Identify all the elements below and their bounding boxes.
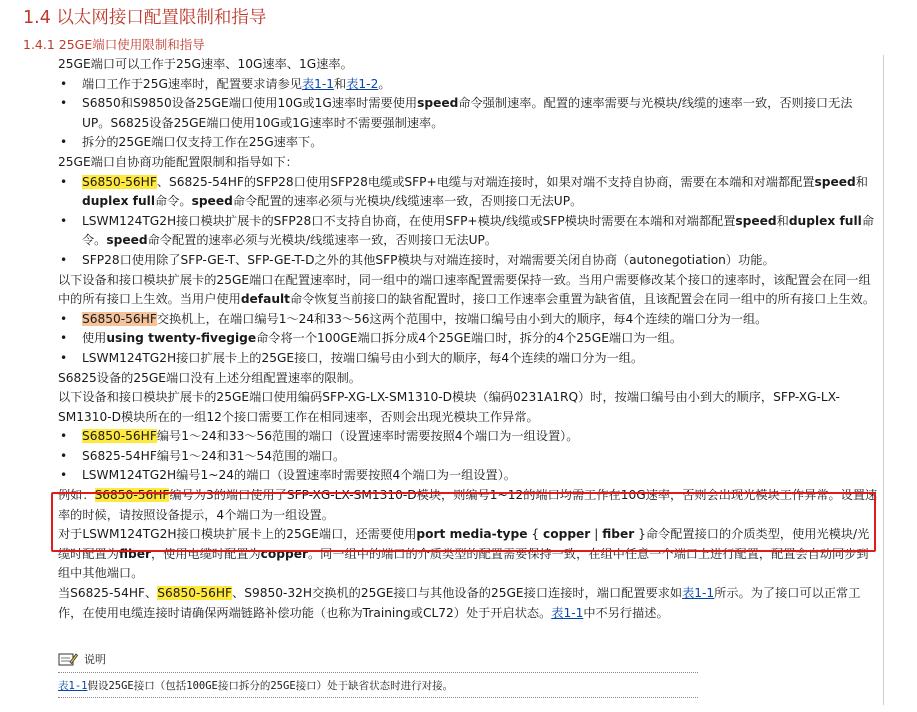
command-keyword: using twenty-fivegige (106, 331, 257, 346)
text: 命令强制速率。配置的速率需要与光模块/线缆的速率一致，否则接口无法UP。S6825设备25GE端口使用10G或1G速率时不需要强制速率。 (82, 96, 853, 130)
note-pencil-icon (58, 651, 78, 667)
text: 。同一组中的端口的介质类型的配置需要保持一致，在组中任意一个端口上进行配置，配置会自动同步到组中其他端口。 (58, 546, 869, 581)
command-keyword: duplex full (788, 213, 862, 228)
highlight-model: S6850-56HF (82, 174, 157, 189)
list-item: • S6825-54HF编号1～24和31～54范围的端口。 (58, 447, 878, 467)
command-keyword: fiber (602, 527, 635, 542)
command-keyword: speed (814, 174, 856, 189)
s6825-note: S6825设备的25GE端口没有上述分组配置速率的限制。 (58, 370, 361, 385)
text: 对于LSWM124TG2H接口模块扩展卡上的25GE端口，还需要使用 (58, 527, 417, 542)
note-divider (58, 672, 698, 673)
intro-paragraph: 25GE端口可以工作于25G速率、10G速率、1G速率。 (58, 57, 353, 71)
command-keyword: copper (543, 527, 591, 542)
text: 和 (776, 213, 789, 228)
text: 编号1～24和33～56范围的端口（设置速率时需要按照4个端口为一组设置）。 (156, 429, 579, 444)
command-keyword: fiber (118, 546, 151, 561)
text: 假设25GE接口（包括100GE接口拆分的25GE接口）处于缺省状态时进行对接。 (87, 680, 454, 692)
list-item (58, 329, 878, 349)
list-item (58, 75, 878, 95)
text: { (527, 527, 543, 542)
table-link[interactable]: 表1-1 (682, 586, 715, 601)
list-item: • LSWM124TG2H接口扩展卡上的25GE接口，按端口编号由小到大的顺序，每4个连续的端口分为一组。 (58, 349, 878, 369)
list-item (58, 94, 878, 133)
text: 编号为3的端口使用了SFP-XG-LX-SM1310-D模块，则编号1~12的端口均需工作在10G速率，否则会出现光模块工作异常。设置速率的时候，请按照设备提示，4个端口为一组设置。 (58, 488, 878, 522)
highlight-model: S6850-56HF (94, 488, 170, 503)
list-item (58, 173, 878, 212)
text: 当S6825-54HF、 (58, 586, 158, 601)
command-keyword: default (240, 292, 291, 307)
text: 命令配置的速率必须与光模块/线缆速率一致，否则接口无法UP。 (232, 194, 583, 209)
text: S6850和S9850设备25GE端口使用10G或1G速率时需要使用 (82, 96, 418, 111)
text: 和 (855, 174, 868, 189)
text: }命令配置接口的介质类型，使用光模块/光缆时配置为 (58, 527, 870, 561)
command-keyword: port media-type (416, 527, 528, 542)
text: 命令将一个100GE端口拆分成4个25GE端口时，拆分的4个25GE端口为一组。 (256, 331, 683, 346)
module-paragraph: 以下设备和接口模块扩展卡的25GE端口使用编码SFP-XG-LX-SM1310-D模块（编码0231A1RQ）时，按端口编号由小到大的顺序，SFP-XG-LX-SM1310-D模块所在的一组12个接口需要工作在相同速率，否则会出现光模块工作异常。 (58, 390, 840, 424)
command-keyword: speed (417, 96, 459, 111)
list-item: • SFP28口使用除了SFP-GE-T、SFP-GE-T-D之外的其他SFP模块与对端连接时，对端需要关闭自协商（autonegotiation）功能。 (58, 251, 878, 271)
text: | (590, 527, 603, 542)
text: 和 (334, 76, 347, 91)
command-keyword: duplex full (82, 194, 156, 209)
command-keyword: copper (260, 546, 308, 561)
table-link[interactable]: 表1-1 (551, 605, 584, 620)
highlight-model: S6850-56HF (82, 311, 157, 326)
list-item: • 拆分的25GE端口仅支持工作在25G速率下。 (58, 133, 878, 153)
text: 例如： (58, 488, 95, 503)
list-item (58, 427, 878, 447)
highlight-model: S6850-56HF (157, 586, 233, 601)
text: 所示。为了接口可以正常工作，在使用电缆连接时请确保两端链路补偿功能（也称为Training或CL72）处于开启状态。 (58, 586, 861, 620)
autoneg-intro: 25GE端口自协商功能配置限制和指导如下： (58, 154, 298, 169)
text: 中不另行描述。 (583, 605, 669, 620)
text: 以下设备和接口模块扩展卡的25GE端口在配置速率时，同一组中的端口速率配置需要保持一致。当用户需要修改某个接口的速率时，该配置会在同一组中的所有接口上生效。当用户使用 (58, 272, 871, 307)
note-divider (58, 697, 698, 698)
highlight-model: S6850-56HF (82, 429, 157, 444)
text: LSWM124TG2H接口模块扩展卡的SFP28口不支持自协商，在使用SFP+模块/线缆或SFP模块时需要在本端和对端都配置 (82, 213, 736, 228)
text: 命令恢复当前接口的缺省配置时，接口工作速率会重置为缺省值，且该配置会在同一组中的所有接口上生效。 (290, 292, 876, 307)
text: 命令配置的速率必须与光模块/线缆速率一致，否则接口无法UP。 (147, 233, 498, 248)
list-item (58, 310, 878, 330)
command-keyword: speed (106, 233, 148, 248)
note-text (58, 678, 453, 693)
text: 端口工作于25G速率时，配置要求请参见 (82, 76, 302, 91)
text: 交换机上，在端口编号1～24和33～56这两个范围中，按端口编号由小到大的顺序，每4个连续的端口分为一组。 (156, 311, 768, 326)
note-header (58, 651, 106, 667)
table-link[interactable]: 表1-1 (301, 76, 335, 91)
text: 命令。 (155, 194, 192, 209)
text: 使用 (82, 331, 107, 346)
list-item (58, 212, 878, 251)
list-item: • LSWM124TG2H编号1~24的端口（设置速率时需要按照4个端口为一组设置）。 (58, 466, 878, 486)
table-link[interactable]: 表1-2 (346, 76, 379, 91)
connection-paragraph (58, 584, 878, 623)
section-heading: 1.4 以太网接口配置限制和指导 (23, 8, 267, 28)
text: ，使用电缆时配置为 (150, 546, 261, 561)
table-link[interactable]: 表1-1 (58, 680, 88, 692)
command-keyword: speed (191, 194, 233, 209)
text: 、S6825-54HF的SFP28口使用SFP28电缆或SFP+电缆与对端连接时，如果对端不支持自协商，需要在本端和对端都配置 (156, 174, 815, 189)
subsection-heading: 1.4.1 25GE端口使用限制和指导 (23, 37, 205, 52)
text: 。 (378, 76, 391, 91)
note-title: 说明 (84, 653, 106, 666)
text: 命令。 (82, 213, 875, 248)
text: 、S9850-32H交换机的25GE接口与其他设备的25GE接口连接时，端口配置要求如 (232, 586, 683, 601)
highlight-box (51, 492, 876, 552)
page-edge-line (883, 55, 884, 705)
group-rate-paragraph (58, 271, 878, 310)
command-keyword: speed (735, 213, 777, 228)
